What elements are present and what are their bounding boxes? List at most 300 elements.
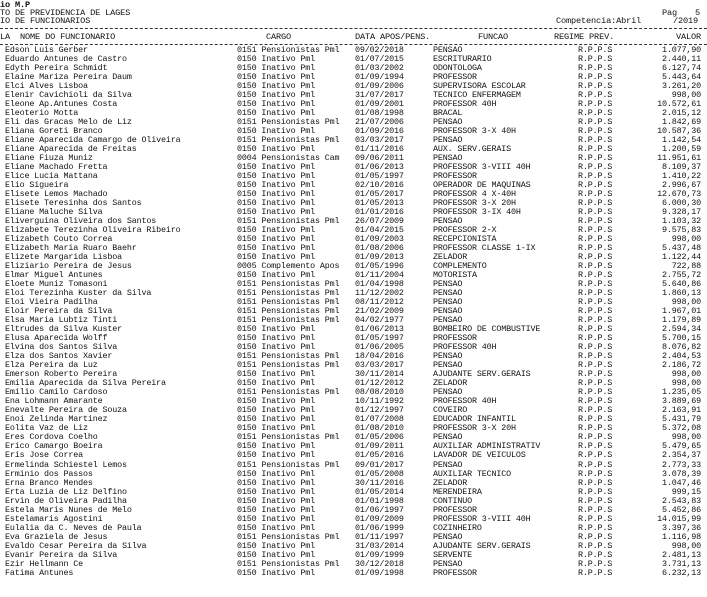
cell-valor: 998,00 — [671, 369, 701, 380]
cell-valor: 722,88 — [671, 261, 701, 272]
cell-data: 30/11/2016 — [355, 477, 404, 488]
cell-funcao: ZELADOR — [433, 252, 468, 263]
cell-funcao: PENSAO — [433, 360, 463, 371]
cell-regime: R.P.P.S — [578, 558, 613, 569]
cell-valor: 998,00 — [671, 378, 701, 389]
cell-valor: 5.479,65 — [661, 441, 701, 452]
cell-data: 01/06/2013 — [355, 162, 404, 173]
cell-funcao: OPERADOR DE MAQUINAS — [433, 180, 531, 191]
cell-cargo: 0150 Inativo Pml — [237, 504, 316, 515]
cell-cargo: 0150 Inativo Pml — [237, 396, 316, 407]
cell-valor: 1.179,89 — [661, 315, 701, 326]
competencia-label: Competencia:Abril — [556, 16, 642, 26]
cell-funcao: PROFESSOR 3-VIII 40H — [433, 513, 531, 524]
cell-cargo: 0004 Pensionistas Cam — [237, 153, 340, 164]
cell-valor: 11.951,61 — [657, 153, 701, 164]
cell-data: 01/06/2013 — [355, 324, 404, 335]
cell-nome: Elenir Cavichioli da Silva — [5, 90, 132, 100]
cell-nome: Ena Lohmann Amarante — [5, 396, 103, 407]
cell-valor: 1.235,05 — [661, 387, 701, 398]
cell-nome: Emilia Aparecida da Silva Pereira — [5, 378, 166, 389]
cell-cargo: 0151 Pensionistas Pml — [237, 387, 340, 398]
cell-nome: Ermelinda Schiestel Lemos — [5, 459, 127, 470]
cell-cargo: 0150 Inativo Pml — [237, 540, 316, 551]
cell-valor: 2.594,34 — [661, 324, 701, 335]
cell-valor: 5.452,86 — [661, 504, 701, 515]
cell-nome: Elmar Miguel Antunes — [5, 270, 103, 281]
cell-regime: R.P.P.S — [578, 423, 613, 434]
cell-funcao: AUX. SERV.GERAIS — [433, 144, 512, 155]
cell-valor: 2.543,83 — [661, 495, 701, 506]
cell-nome: Estela Maris Nunes de Melo — [5, 504, 132, 515]
cell-data: 30/12/2018 — [355, 558, 404, 569]
cell-cargo: 0150 Inativo Pml — [237, 54, 316, 64]
cell-cargo: 0150 Inativo Pml — [237, 333, 316, 344]
cell-cargo: 0150 Inativo Pml — [237, 405, 316, 416]
column-header-row — [0, 32, 701, 42]
cell-data: 01/12/2012 — [355, 378, 404, 389]
cell-nome: Eliane Aparecida de Freitas — [5, 144, 137, 155]
cell-cargo: 0150 Inativo Pml — [237, 63, 316, 73]
cell-data: 01/09/1994 — [355, 72, 404, 82]
cell-data: 11/12/2002 — [355, 288, 404, 299]
cell-nome: Elisete Teresinha dos Santos — [5, 198, 142, 209]
cell-data: 01/07/2015 — [355, 54, 404, 64]
col-header-nome: LA NOME DO FUNCIONARIO — [0, 32, 116, 42]
cell-cargo: 0150 Inativo Pml — [237, 567, 316, 578]
cell-data: 01/11/2004 — [355, 270, 404, 281]
competencia-year: /2019 — [673, 16, 699, 26]
cell-funcao: AJUDANTE SERV.GERAIS — [433, 369, 531, 380]
cell-data: 21/07/2006 — [355, 117, 404, 128]
cell-cargo: 0151 Pensionistas Pml — [237, 531, 340, 542]
cell-nome: Eleone Ap.Antunes Costa — [5, 99, 118, 110]
cell-nome: Elisete Lemos Machado — [5, 189, 108, 200]
cell-cargo: 0150 Inativo Pml — [237, 225, 316, 236]
cell-cargo: 0151 Pensionistas Pml — [237, 360, 340, 371]
cell-nome: Erminio dos Passos — [5, 468, 93, 479]
cell-cargo: 0005 Complemento Apos — [237, 261, 340, 272]
cell-funcao: COZINHEIRO — [433, 522, 482, 533]
cell-cargo: 0150 Inativo Pml — [237, 378, 316, 389]
cell-cargo: 0151 Pensionistas Pml — [237, 279, 340, 290]
cell-regime: R.P.P.S — [578, 504, 613, 515]
cell-nome: Eli das Gracas Melo de Liz — [5, 117, 132, 128]
cell-cargo: 0150 Inativo Pml — [237, 81, 316, 91]
cell-valor: 1.967,01 — [661, 306, 701, 317]
cell-data: 01/11/2016 — [355, 144, 404, 155]
cell-valor: 5.640,86 — [661, 279, 701, 290]
cell-funcao: ZELADOR — [433, 378, 468, 389]
cell-nome: Elza Pereira da Luz — [5, 360, 98, 371]
cell-nome: Eva Graziela de Jesus — [5, 531, 108, 542]
cell-valor: 1.103,32 — [661, 216, 701, 227]
cell-funcao: PROFESSOR — [433, 72, 477, 82]
cell-data: 01/04/2015 — [355, 225, 404, 236]
cell-valor: 8.076,82 — [661, 342, 701, 353]
cell-valor: 998,00 — [671, 234, 701, 245]
page-label: Pag — [662, 8, 678, 18]
cell-funcao: PENSAO — [433, 387, 463, 398]
cell-data: 01/12/1997 — [355, 405, 404, 416]
cell-funcao: PROFESSOR 3-X 20H — [433, 423, 516, 434]
cell-data: 01/05/2008 — [355, 468, 404, 479]
cell-regime: R.P.P.S — [578, 189, 613, 200]
cell-cargo: 0150 Inativo Pml — [237, 450, 316, 461]
cell-funcao: PROFESSOR 40H — [433, 342, 497, 353]
cell-nome: Eres Cordova Coelho — [5, 432, 98, 443]
cell-data: 01/01/1998 — [355, 495, 404, 506]
cell-funcao: ZELADOR — [433, 477, 468, 488]
cell-data: 01/05/1996 — [355, 261, 404, 272]
cell-nome: Eliane Aparecida Camargo de Oliveira — [5, 135, 181, 146]
cell-data: 09/06/2011 — [355, 153, 404, 164]
cell-data: 18/04/2016 — [355, 351, 404, 362]
cell-regime: R.P.P.S — [578, 288, 613, 299]
cell-regime: R.P.P.S — [578, 387, 613, 398]
cell-cargo: 0151 Pensionistas Pml — [237, 216, 340, 227]
cell-cargo: 0150 Inativo Pml — [237, 369, 316, 380]
cell-funcao: PROFESSOR 40H — [433, 99, 497, 110]
cell-valor: 1.122,44 — [661, 252, 701, 263]
cell-nome: Erico Camargo Boeira — [5, 441, 103, 452]
cell-funcao: AUXILIAR ADMINISTRATIV — [433, 441, 541, 452]
cell-cargo: 0151 Pensionistas Pml — [237, 351, 340, 362]
cell-valor: 3.078,39 — [661, 468, 701, 479]
cell-data: 09/02/2018 — [355, 45, 404, 55]
cell-funcao: AUXILIAR TECNICO — [433, 468, 512, 479]
cell-nome: Elio Sigueira — [5, 180, 69, 191]
cell-valor: 2.440,11 — [661, 54, 701, 64]
cell-funcao: PENSAO — [433, 306, 463, 317]
institute-name: TO DE PREVIDENCIA DE LAGES — [0, 8, 131, 18]
cell-nome: Evanir Pereira da Silva — [5, 549, 118, 560]
cell-cargo: 0150 Inativo Pml — [237, 162, 316, 173]
cell-regime: R.P.P.S — [578, 162, 613, 173]
cell-funcao: PENSAO — [433, 315, 463, 326]
cell-nome: Elusa Aparecida Wolff — [5, 333, 108, 344]
cell-data: 01/08/2010 — [355, 423, 404, 434]
cell-nome: Eloi Vieira Padilha — [5, 297, 98, 308]
cell-funcao: PENSAO — [433, 117, 463, 128]
cell-cargo: 0150 Inativo Pml — [237, 477, 316, 488]
cell-regime: R.P.P.S — [578, 135, 613, 146]
cell-nome: Elice Lucia Mattana — [5, 171, 98, 182]
cell-nome: Erna Branco Mendes — [5, 477, 93, 488]
cell-funcao: COMPLEMENTO — [433, 261, 487, 272]
cell-regime: R.P.P.S — [578, 549, 613, 560]
cell-regime: R.P.P.S — [578, 198, 613, 209]
cell-nome: Eliane Fiuza Muniz — [5, 153, 93, 164]
cell-regime: R.P.P.S — [578, 225, 613, 236]
cell-nome: Eduardo Antunes de Castro — [5, 54, 127, 64]
cell-regime: R.P.P.S — [578, 90, 613, 100]
cell-nome: Elsa Maria Lubtiz Tinti — [5, 315, 118, 326]
cell-regime: R.P.P.S — [578, 99, 613, 110]
cell-funcao: PENSAO — [433, 135, 463, 146]
page-number: 5 — [694, 8, 700, 18]
cell-valor: 998,00 — [671, 540, 701, 551]
cell-regime: R.P.P.S — [578, 315, 613, 326]
cell-data: 01/09/2003 — [355, 234, 404, 245]
cell-funcao: TECNICO ENFERMAGEM — [433, 90, 521, 100]
cell-valor: 3.731,13 — [661, 558, 701, 569]
cell-regime: R.P.P.S — [578, 486, 613, 497]
cell-funcao: MERENDEIRA — [433, 486, 482, 497]
cell-funcao: PROFESSOR — [433, 171, 477, 182]
cell-cargo: 0150 Inativo Pml — [237, 207, 316, 218]
cell-data: 01/01/2016 — [355, 207, 404, 218]
cell-valor: 2.163,91 — [661, 405, 701, 416]
cell-valor: 5.372,08 — [661, 423, 701, 434]
cell-nome: Eulalia da C. Neves de Paula — [5, 522, 142, 533]
cell-nome: Emilio Camilo Cardoso — [5, 387, 108, 398]
cell-funcao: PENSAO — [433, 531, 463, 542]
cell-regime: R.P.P.S — [578, 468, 613, 479]
cell-data: 31/07/2017 — [355, 90, 404, 100]
cell-regime: R.P.P.S — [578, 180, 613, 191]
cell-cargo: 0150 Inativo Pml — [237, 72, 316, 82]
cell-valor: 3.261,20 — [661, 81, 701, 91]
cell-funcao: LAVADOR DE VEICULOS — [433, 450, 526, 461]
cell-nome: Ervin de Oliveira Padilha — [5, 495, 127, 506]
cell-valor: 10.587,36 — [657, 126, 701, 137]
cell-regime: R.P.P.S — [578, 432, 613, 443]
cell-cargo: 0150 Inativo Pml — [237, 324, 316, 335]
cell-regime: R.P.P.S — [578, 81, 613, 91]
cell-data: 09/01/2017 — [355, 459, 404, 470]
cell-cargo: 0150 Inativo Pml — [237, 234, 316, 245]
cell-regime: R.P.P.S — [578, 513, 613, 524]
cell-data: 01/05/2014 — [355, 486, 404, 497]
cell-funcao: SUPERVISORA ESCOLAR — [433, 81, 526, 91]
cell-regime: R.P.P.S — [578, 108, 613, 119]
cell-regime: R.P.P.S — [578, 243, 613, 254]
cell-funcao: PROFESSOR 2-X — [433, 225, 497, 236]
cell-funcao: PENSAO — [433, 279, 463, 290]
cell-funcao: PROFESSOR CLASSE 1-IX — [433, 243, 536, 254]
cell-nome: Ezir Hellmann Ce — [5, 558, 84, 569]
cell-nome: Edson Luis Gerber — [5, 45, 88, 55]
cell-regime: R.P.P.S — [578, 45, 613, 55]
cell-valor: 2.481,13 — [661, 549, 701, 560]
cell-cargo: 0150 Inativo Pml — [237, 486, 316, 497]
cell-valor: 6.232,13 — [661, 567, 701, 578]
cell-regime: R.P.P.S — [578, 324, 613, 335]
cell-funcao: COVEIRO — [433, 405, 468, 416]
cell-valor: 2.186,72 — [661, 360, 701, 371]
cell-data: 01/05/2006 — [355, 432, 404, 443]
cell-regime: R.P.P.S — [578, 369, 613, 380]
cell-funcao: SERVENTE — [433, 549, 473, 560]
cell-valor: 2.755,72 — [661, 270, 701, 281]
cell-funcao: PROFESSOR — [433, 333, 477, 344]
cell-regime: R.P.P.S — [578, 405, 613, 416]
cell-nome: Eliverguina Oliveira dos Santos — [5, 216, 157, 227]
cell-cargo: 0150 Inativo Pml — [237, 522, 316, 533]
cell-regime: R.P.P.S — [578, 522, 613, 533]
col-header-data: DATA APOS/PENS. — [355, 32, 431, 42]
cell-valor: 1.410,22 — [661, 171, 701, 182]
cell-cargo: 0150 Inativo Pml — [237, 441, 316, 452]
cell-nome: Evaldo Cesar Pereira da Silva — [5, 540, 147, 551]
system-title: io M.P — [0, 0, 31, 10]
cell-regime: R.P.P.S — [578, 279, 613, 290]
cell-funcao: PROFESSOR 3-VIII 40H — [433, 162, 531, 173]
cell-nome: Estelamaris Agostini — [5, 513, 103, 524]
cell-funcao: PROFESSOR 4 X-40H — [433, 189, 516, 200]
cell-regime: R.P.P.S — [578, 207, 613, 218]
cell-nome: Eris Jose Correa — [5, 450, 84, 461]
cell-nome: Eliane Maluche Silva — [5, 207, 103, 218]
cell-nome: Erta Luzia de Liz Delfino — [5, 486, 127, 497]
cell-regime: R.P.P.S — [578, 459, 613, 470]
cell-regime: R.P.P.S — [578, 234, 613, 245]
cell-regime: R.P.P.S — [578, 63, 613, 73]
cell-valor: 1.142,54 — [661, 135, 701, 146]
cell-funcao: ODONTOLOGA — [433, 63, 482, 73]
cell-valor: 1.842,69 — [661, 117, 701, 128]
col-header-regime: REGIME PREV. — [554, 32, 615, 42]
cell-nome: Elci Alves Lisboa — [5, 81, 88, 91]
cell-data: 01/09/2013 — [355, 252, 404, 263]
cell-funcao: PENSAO — [433, 297, 463, 308]
cell-regime: R.P.P.S — [578, 171, 613, 182]
cell-funcao: ESCRITURARIO — [433, 54, 492, 64]
cell-valor: 1.077,90 — [661, 45, 701, 55]
cell-nome: Eleoterio Motta — [5, 108, 79, 119]
cell-valor: 999,15 — [671, 486, 701, 497]
col-header-valor: VALOR — [675, 32, 701, 42]
cell-data: 01/05/1997 — [355, 333, 404, 344]
cell-valor: 2.354,37 — [661, 450, 701, 461]
cell-valor: 9.328,17 — [661, 207, 701, 218]
cell-cargo: 0150 Inativo Pml — [237, 180, 316, 191]
cell-cargo: 0150 Inativo Pml — [237, 171, 316, 182]
cell-data: 01/06/1997 — [355, 504, 404, 515]
cell-data: 01/05/2017 — [355, 189, 404, 200]
cell-cargo: 0150 Inativo Pml — [237, 513, 316, 524]
cell-data: 26/07/2009 — [355, 216, 404, 227]
cell-valor: 6.000,30 — [661, 198, 701, 209]
cell-cargo: 0150 Inativo Pml — [237, 252, 316, 263]
cell-cargo: 0151 Pensionistas Pml — [237, 288, 340, 299]
cell-regime: R.P.P.S — [578, 477, 613, 488]
cell-data: 01/09/2011 — [355, 441, 404, 452]
report-subtitle-line — [0, 16, 699, 26]
cell-funcao: PROFESSOR 3-X 20H — [433, 198, 516, 209]
cell-nome: Eloete Muniz Tomasoni — [5, 279, 108, 290]
cell-cargo: 0151 Pensionistas Pml — [237, 117, 340, 128]
cell-valor: 2.773,33 — [661, 459, 701, 470]
cell-valor: 2.015,12 — [661, 108, 701, 119]
cell-funcao: BRACAL — [433, 108, 463, 119]
cell-data: 01/03/2002 — [355, 63, 404, 73]
cell-regime: R.P.P.S — [578, 396, 613, 407]
cell-nome: Eloir Pereira da Silva — [5, 306, 113, 317]
cell-valor: 6.127,74 — [661, 63, 701, 73]
cell-regime: R.P.P.S — [578, 306, 613, 317]
cell-cargo: 0151 Pensionistas Pml — [237, 306, 340, 317]
cell-funcao: PENSAO — [433, 216, 463, 227]
cell-nome: Elvina dos Santos Silva — [5, 342, 118, 353]
cell-data: 01/06/2005 — [355, 342, 404, 353]
cell-funcao: PENSAO — [433, 153, 463, 164]
cell-data: 01/05/2013 — [355, 198, 404, 209]
cell-cargo: 0150 Inativo Pml — [237, 126, 316, 137]
cell-funcao: PROFESSOR — [433, 504, 477, 515]
cell-cargo: 0150 Inativo Pml — [237, 342, 316, 353]
cell-data: 01/09/2016 — [355, 126, 404, 137]
cell-regime: R.P.P.S — [578, 567, 613, 578]
cell-data: 08/11/2012 — [355, 297, 404, 308]
cell-valor: 998,00 — [671, 432, 701, 443]
cell-cargo: 0150 Inativo Pml — [237, 108, 316, 119]
cell-nome: Enoi Zelinda Martinez — [5, 414, 108, 425]
cell-funcao: PENSAO — [433, 288, 463, 299]
cell-valor: 10.572,61 — [657, 99, 701, 110]
report-subtitle: IO DE FUNCIONARIOS — [0, 16, 91, 26]
cell-nome: Eliziario Pereira de Jesus — [5, 261, 132, 272]
cell-regime: R.P.P.S — [578, 144, 613, 155]
cell-cargo: 0151 Pensionistas Pml — [237, 459, 340, 470]
cell-nome: Elizabete Terezinha Oliveira Ribeiro — [5, 225, 181, 236]
cell-funcao: CONTINUO — [433, 495, 473, 506]
cell-data: 01/09/2006 — [355, 81, 404, 91]
cell-data: 01/09/2001 — [355, 99, 404, 110]
cell-cargo: 0150 Inativo Pml — [237, 270, 316, 281]
cell-funcao: PROFESSOR 3-IX 40H — [433, 207, 521, 218]
cell-valor: 998,00 — [671, 90, 701, 100]
cell-regime: R.P.P.S — [578, 378, 613, 389]
cell-valor: 1.200,59 — [661, 144, 701, 155]
cell-data: 01/07/2008 — [355, 414, 404, 425]
cell-valor: 8.109,37 — [661, 162, 701, 173]
cell-nome: Elza dos Santos Xavier — [5, 351, 113, 362]
cell-cargo: 0151 Pensionistas Pml — [237, 558, 340, 569]
cell-data: 01/04/1998 — [355, 279, 404, 290]
cell-funcao: PENSAO — [433, 558, 463, 569]
cell-cargo: 0151 Pensionistas Pml — [237, 297, 340, 308]
cell-valor: 5.443,64 — [661, 72, 701, 82]
cell-valor: 2.996,67 — [661, 180, 701, 191]
cell-regime: R.P.P.S — [578, 297, 613, 308]
cell-cargo: 0150 Inativo Pml — [237, 198, 316, 209]
cell-cargo: 0150 Inativo Pml — [237, 549, 316, 560]
cell-funcao: PROFESSOR 3-X 40H — [433, 126, 516, 137]
cell-funcao: RECEPCIONISTA — [433, 234, 497, 245]
cell-valor: 5.431,79 — [661, 414, 701, 425]
cell-valor: 1.860,13 — [661, 288, 701, 299]
cell-valor: 3.889,69 — [661, 396, 701, 407]
cell-cargo: 0150 Inativo Pml — [237, 189, 316, 200]
cell-regime: R.P.P.S — [578, 126, 613, 137]
cell-cargo: 0150 Inativo Pml — [237, 495, 316, 506]
cell-regime: R.P.P.S — [578, 72, 613, 82]
cell-funcao: PROFESSOR 40H — [433, 396, 497, 407]
cell-regime: R.P.P.S — [578, 117, 613, 128]
cell-nome: Eliane Machado Fretta — [5, 162, 108, 173]
cell-valor: 9.575,83 — [661, 225, 701, 236]
cell-regime: R.P.P.S — [578, 351, 613, 362]
cell-cargo: 0150 Inativo Pml — [237, 423, 316, 434]
cell-nome: Eltrudes da Silva Kuster — [5, 324, 123, 335]
header-top-rule — [0, 28, 707, 29]
cell-funcao: MOTORISTA — [433, 270, 477, 281]
cell-data: 01/11/1997 — [355, 531, 404, 542]
cell-valor: 2.404,53 — [661, 351, 701, 362]
cell-data: 01/08/1998 — [355, 108, 404, 119]
